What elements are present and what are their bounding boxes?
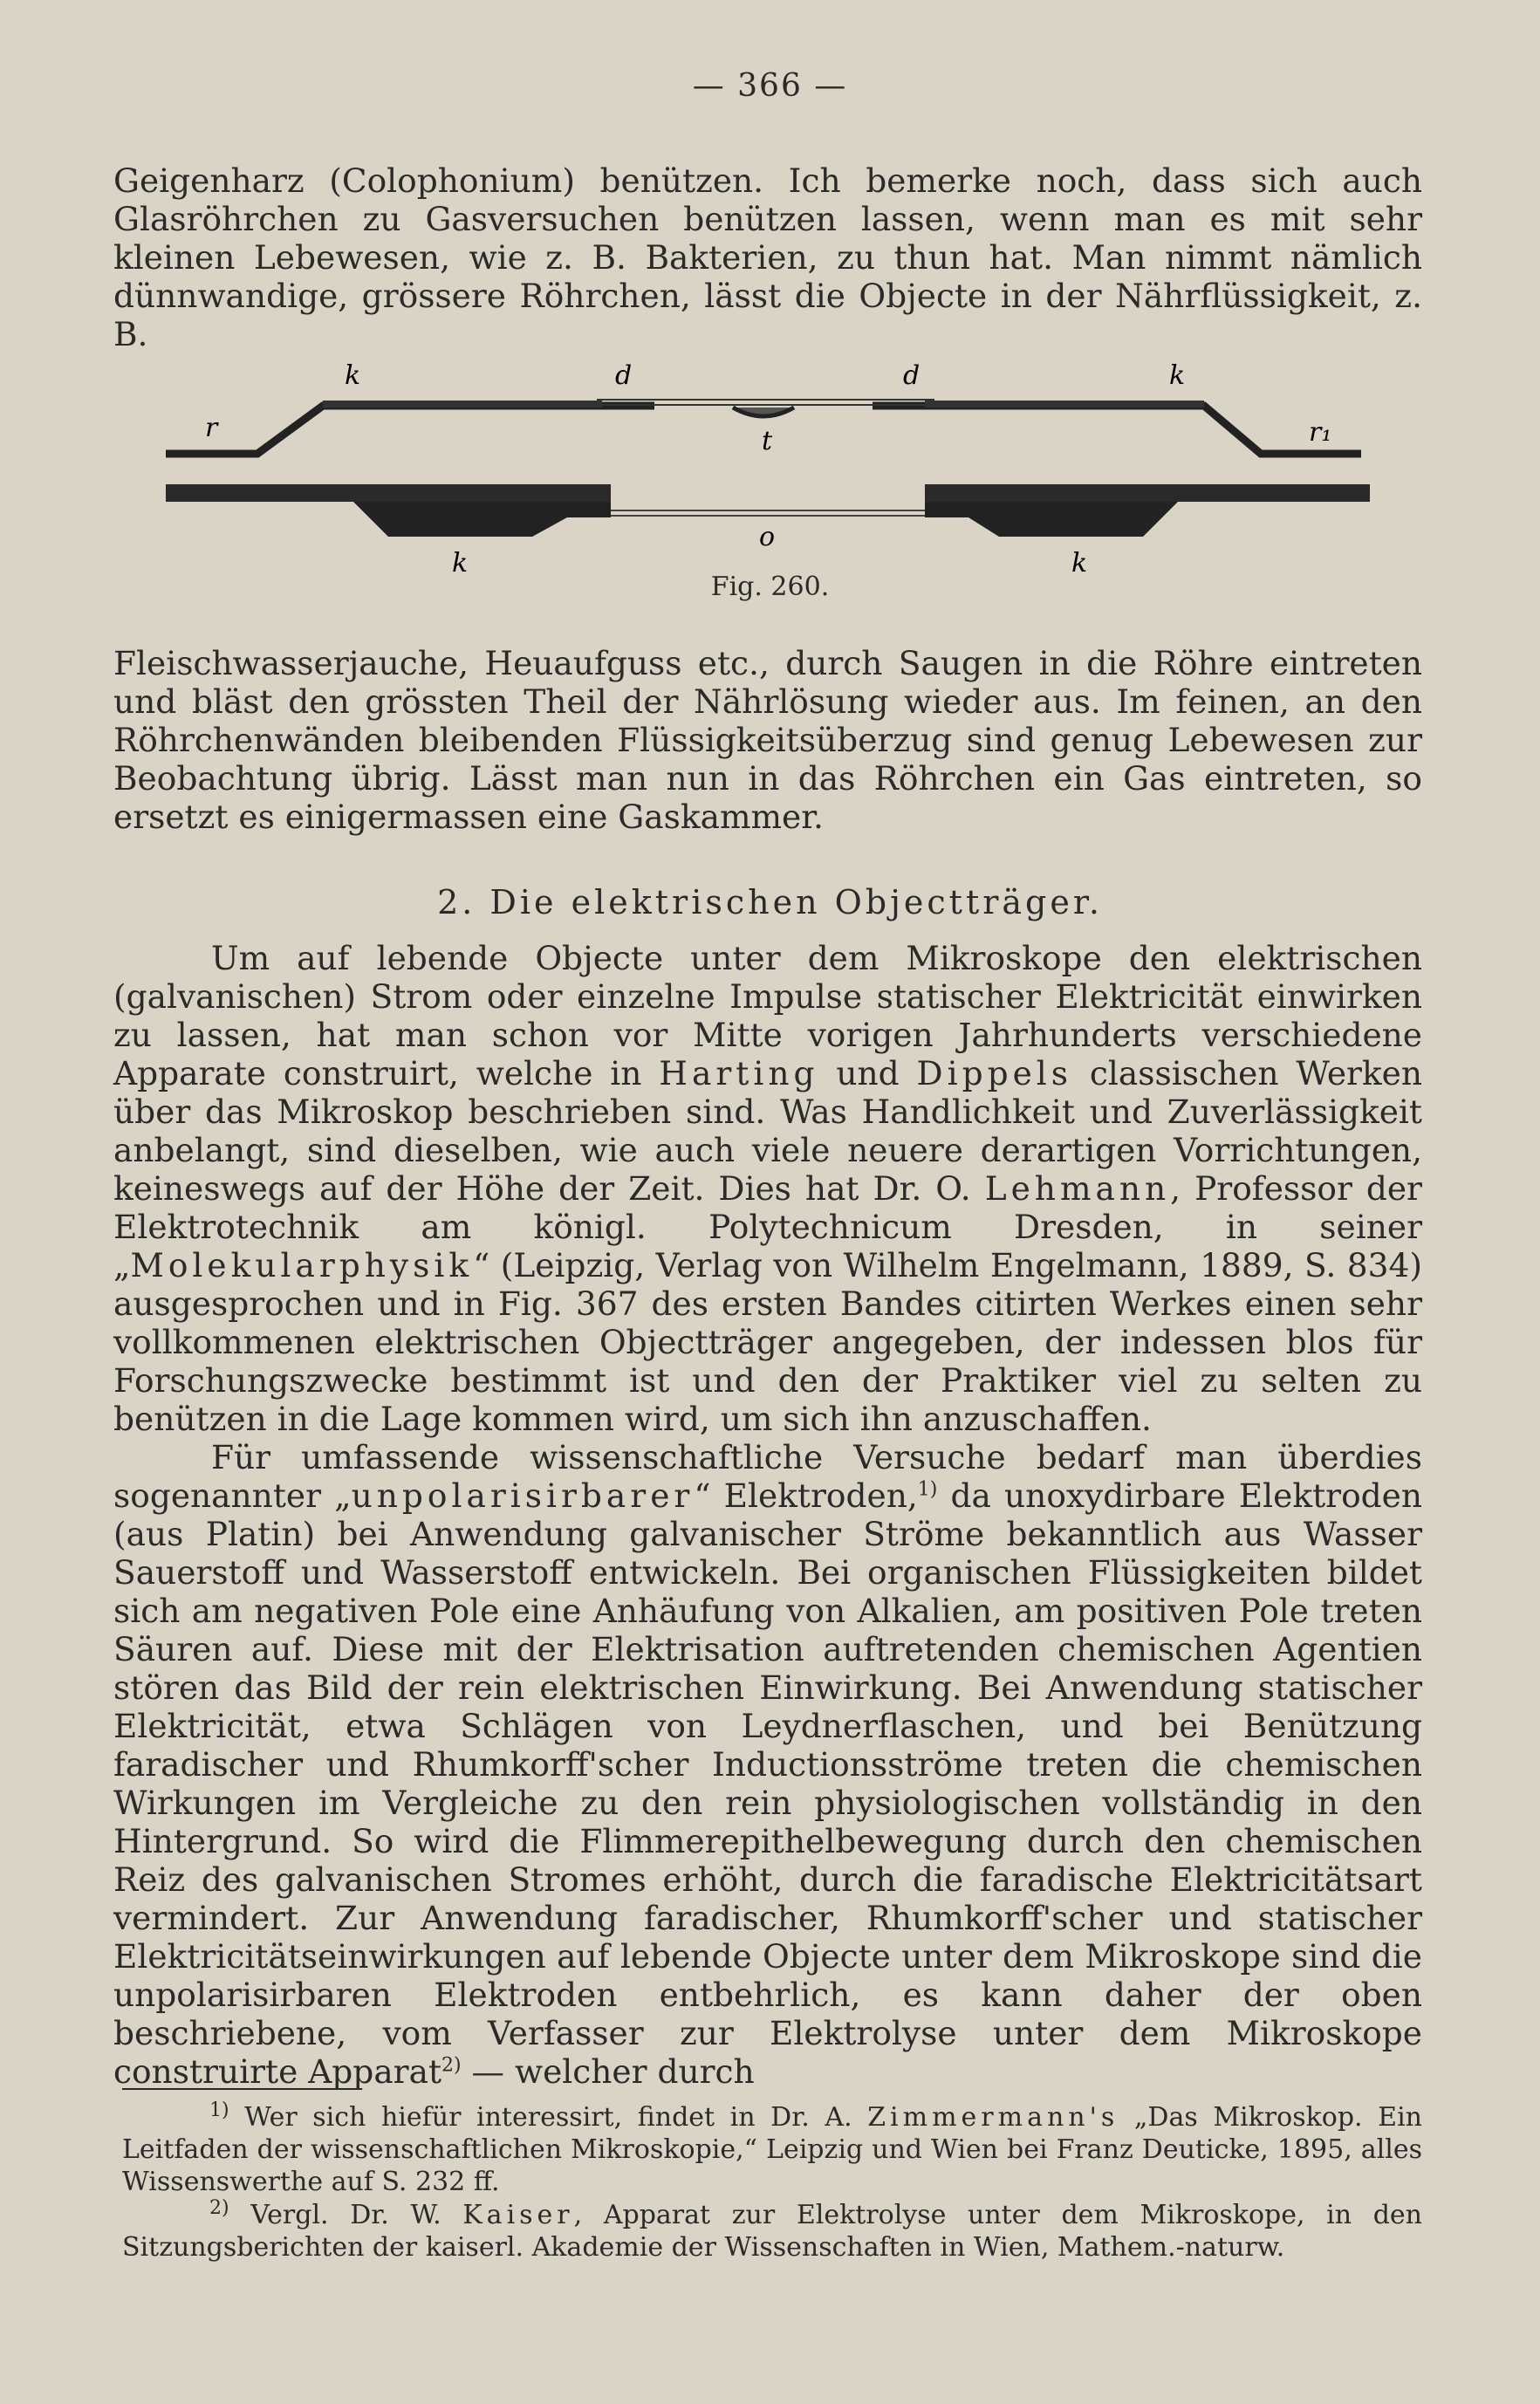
p1-text-a: Um auf lebende Objecte unter dem Mikroskope den elektrischen (galvanischen) Strom oder einzelne Impulse statischer Elektricität einwirken zu lassen, hat man schon vor Mitte vorigen Jahrhunderts verschiedene Apparate construirt, welche in [113, 939, 1422, 1092]
footnote-ref-2: 2) [441, 2054, 462, 2077]
label-k-top-left: k [345, 362, 361, 391]
upper-tube-right-bend [873, 406, 1361, 454]
paragraph-2 [113, 1438, 1422, 2091]
intro-paragraph [113, 161, 1422, 353]
title-molekularphysik: Molekularphysik [130, 1246, 474, 1284]
upper-tube-left-bend [166, 406, 654, 454]
lower-tube-left [166, 484, 611, 502]
p2-text-c: da unoxydirbare Elektroden (aus Platin) bei Anwendung galvanischer Ströme bekanntlich aus Wasser Sauerstoff und Wasserstoff entwickeln. Bei organischen Flüssigkeiten bildet sich am negativen Pole eine Anhäufung von Alkalien, am positiven Pole treten Säuren auf. Diese mit der Elektrisation auftretenden chemischen Agentien stören das Bild der rein elektrischen Einwirkung. Bei Anwendung statischer Elektricität, etwa Schlägen von Leydnerflaschen, und bei Benützung faradischer und Rhumkorff'scher Inductionsströme treten die chemischen Wirkungen im Vergleiche zu den rein physiologischen vollständig in den Hintergrund. So wird die Flimmerepithelbewegung durch den chemischen Reiz des galvanischen Stromes erhöht, durch die faradische Elektricitätsart vermindert. Zur Anwendung faradischer, Rhumkorff'scher und statischer Elektricitätseinwirkungen auf lebende Objecte unter dem Mikroskope sind die unpolarisirbaren Elektroden entbehrlich, es kann daher der oben beschriebene, vom Verfasser zur Elektrolyse unter dem Mikroskope construirte Apparat [113, 1476, 1422, 2091]
label-d-left: d [615, 362, 633, 391]
footnote-2-mark: 2) [209, 2197, 229, 2219]
name-zimmermann: Zimmermann's [867, 2102, 1119, 2133]
p2-text-d: — welcher durch [461, 2052, 755, 2091]
p2-text-a: Für umfassende wissenschaftliche Versuche bedarf man überdies sogenannter „ [113, 1438, 1422, 1515]
figure-caption: Fig. 260. [710, 572, 830, 602]
footnote-2-text-b: , Apparat zur Elektrolyse unter dem Mikroskope, in den Sitzungsberichten der kaiserl. Akademie der Wissenschaften in Wien, Mathem.-naturw. [122, 2200, 1423, 2263]
label-k-bottom-left: k [452, 548, 469, 579]
p1-text-e: “ (Leipzig, Verlag von Wilhelm Engelmann, 1889, S. 834) ausgesprochen und in Fig. 367 des ersten Bandes citirten Werkes einen sehr vollkommenen elektrischen Objectträger angegeben, der indessen blos für Forschungszwecke bestimmt ist und den der Praktiker viel zu selten zu benützen in die Lage kommen wird, um sich ihn anzuschaffen. [113, 1246, 1422, 1438]
name-lehmann: Lehmann [984, 1169, 1171, 1208]
main-text [113, 939, 1422, 2091]
label-r1: r₁ [1309, 417, 1332, 448]
footnote-ref-1: 1) [917, 1478, 938, 1501]
footnote-2 [122, 2199, 1422, 2264]
footnote-2-text-a: Vergl. Dr. W. [229, 2200, 463, 2230]
p1-text-b: und [818, 1054, 917, 1092]
p1-text-d: , Professor der Elektrotechnik am königl. Polytechnicum Dresden, in seiner „ [113, 1169, 1422, 1284]
drop-t [733, 408, 794, 416]
name-kaiser: Kaiser [462, 2200, 574, 2230]
label-k-bottom-right: k [1071, 548, 1088, 579]
label-k-top-right: k [1169, 362, 1186, 391]
lower-left-block [353, 502, 611, 537]
footnote-rule [122, 2088, 358, 2090]
footnote-1-mark: 1) [209, 2099, 229, 2121]
label-r: r [205, 413, 218, 443]
name-dippel: Dippels [916, 1054, 1073, 1092]
paragraph-1 [113, 939, 1422, 1438]
page-number: — 366 — [692, 68, 848, 104]
lower-right-block [925, 502, 1178, 537]
section-heading: 2. Die elektrischen Objectträger. [437, 883, 1103, 921]
p2-text-b: “ Elektroden, [694, 1476, 918, 1515]
footnote-1 [122, 2101, 1422, 2198]
intro-text: Geigenharz (Colophonium) benützen. Ich bemerke noch, dass sich auch Glasröhrchen zu Gasversuchen benützen lassen, wenn man es mit sehr kleinen Lebewesen, wie z. B. Bakterien, zu thun hat. Man nimmt nämlich dünnwandige, grössere Röhrchen, lässt die Objecte in der Nährflüssigkeit, z. B. [113, 161, 1422, 353]
lower-tube-right [925, 484, 1370, 502]
label-t: t [762, 426, 773, 456]
label-d-right: d [903, 362, 921, 391]
name-harting: Harting [659, 1054, 819, 1092]
p1-text-c: classischen Werken über das Mikroskop beschrieben sind. Was Handlichkeit und Zuverlässigkeit anbelangt, sind dieselben, wie auch viele neuere derartigen Vorrichtungen, keineswegs auf der Höhe der Zeit. Dies hat Dr. O. [113, 1054, 1423, 1208]
label-o: o [759, 522, 776, 552]
footnote-1-text-a: Wer sich hiefür interessirt, findet in Dr. A. [229, 2102, 868, 2133]
upper-left-cushion [323, 401, 602, 408]
after-figure-text: Fleischwasserjauche, Heuaufguss etc., durch Saugen in die Röhre eintreten und bläst den grössten Theil der Nährlösung wieder aus. Im feinen, an den Röhrchenwänden bleibenden Flüssigkeitsüberzug sind genug Lebewesen zur Beobachtung übrig. Lässt man nun in das Röhrchen ein Gas eintreten, so ersetzt es einigermassen eine Gaskammer. [113, 644, 1422, 836]
after-figure-paragraph [113, 644, 1422, 836]
footnote-1-text-b: „Das Mikroskop. Ein Leitfaden der wissenschaftlichen Mikroskopie,“ Leipzig und Wien bei Franz Deuticke, 1895, alles Wissenswerthe auf S. 232 ff. [122, 2102, 1422, 2197]
upper-right-cushion [925, 401, 1204, 408]
term-unpolarisirbarer: unpolarisirbarer [351, 1476, 695, 1515]
